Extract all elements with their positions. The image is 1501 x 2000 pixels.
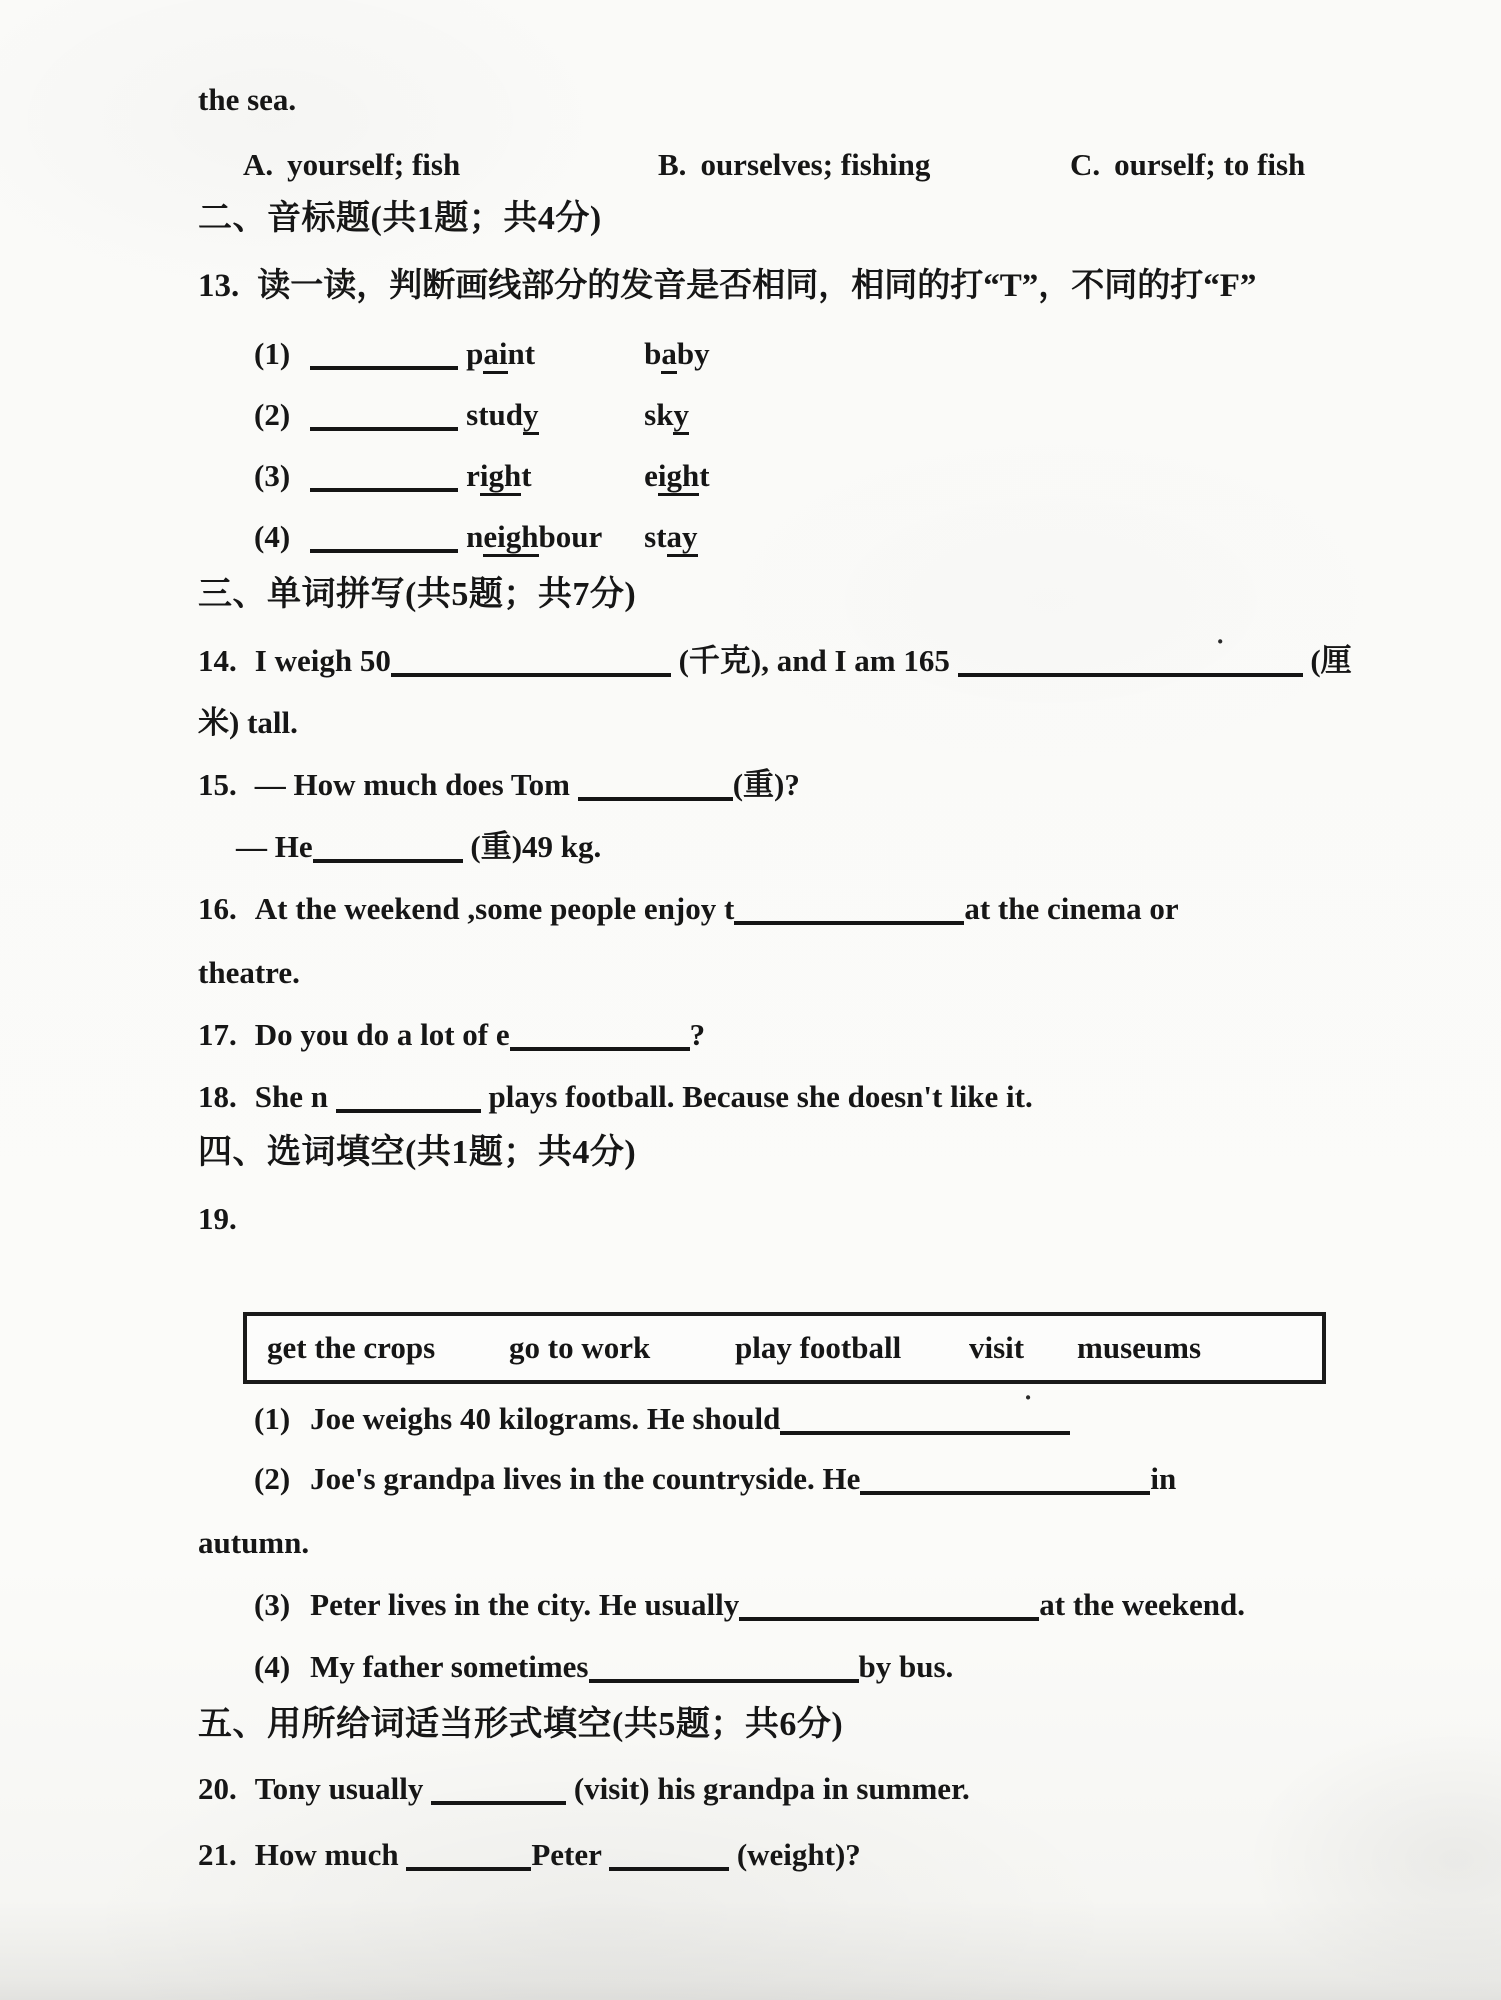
section4-heading [198,1130,636,1176]
q13-item-3-num: (3) [254,458,291,493]
option-b [658,142,930,188]
option-b-label: B. [658,147,687,182]
q20-text1: Tony usually [254,1771,424,1806]
q12-options-row [0,142,1501,188]
q14-number: 14. [198,643,237,678]
stray-ink-dot: · [1023,1383,1033,1412]
q13-item-4 [254,514,698,560]
q13-item-4-answer-blank[interactable] [310,521,458,553]
q19-item-1 [254,1383,1070,1442]
q13-item-3 [254,453,710,499]
word2-pre: sk [644,397,674,432]
section2-heading-text: 二、音标题(共1题；共4分) [198,200,602,237]
q13-item-1 [254,331,710,377]
option-c [1070,142,1305,188]
word1-underlined-letters: eigh [483,519,538,557]
q13-prompt-line [198,263,1256,309]
q19-item-1-blank[interactable] [780,1383,1070,1435]
q14-line1 [198,627,1352,684]
q21-blank-2[interactable] [609,1839,729,1871]
q19-item-3-text: Peter lives in the city. He usually [310,1587,740,1622]
word-bank-item-museums: museums [1077,1330,1202,1365]
q13-item-2 [254,392,689,438]
word1-pre: p [466,336,484,371]
word1-pre: r [466,458,480,493]
q18-number: 18. [198,1079,237,1114]
q14-text1: I weigh 50 [254,643,391,678]
section3-heading-text: 三、单词拼写(共5题；共7分) [198,576,637,613]
q19-item-4-tail: by bus. [858,1649,954,1684]
word2-underlined-letters: a [661,336,677,374]
option-a-label: A. [243,147,274,182]
q14-line2 [198,700,298,746]
q13-item-2-word2 [644,397,689,435]
q19-item-2-blank[interactable] [860,1463,1150,1495]
section3-heading [198,572,636,618]
q16-line1 [198,886,1179,932]
q19-word-bank-box [243,1312,1326,1384]
q19-item-3-num: (3) [254,1587,291,1622]
word1-pre: n [466,519,484,554]
option-a [243,142,460,188]
q19-item-4-num: (4) [254,1649,291,1684]
q20-text2: (visit) his grandpa in summer. [573,1771,970,1806]
word1-pre: stud [466,397,524,432]
q19-number-line [198,1196,237,1242]
section4-heading-text: 四、选词填空(共1题；共4分) [198,1134,637,1171]
option-a-text: yourself; fish [287,147,461,182]
word-bank-item-play-football: play football [735,1330,902,1365]
q13-item-2-word1 [466,392,644,438]
q13-item-3-word1 [466,453,644,499]
word1-underlined-letters: igh [480,458,521,496]
word1-post: bour [538,519,603,554]
word1-post: t [521,458,532,493]
q13-item-3-answer-blank[interactable] [310,460,458,492]
q16-number: 16. [198,891,237,926]
sentence-fragment [198,77,296,123]
q13-item-4-word1 [466,514,644,560]
q18-line [198,1074,1033,1120]
q17-text1: Do you do a lot of e [254,1017,510,1052]
q21-blank-1[interactable] [406,1839,531,1871]
q19-item-3 [254,1582,1245,1628]
option-b-text: ourselves; fishing [700,147,931,182]
q18-text1: She n [254,1079,328,1114]
q16-text2: at the cinema or [964,891,1179,926]
q19-item-4-blank[interactable] [589,1651,859,1683]
q15-question-text: — How much does Tom [254,767,570,802]
word1-underlined-letters: ai [483,336,507,374]
q19-item-1-num: (1) [254,1401,291,1436]
stray-ink-dot: · [1215,627,1225,656]
q14-blank-cm[interactable] [958,627,1303,677]
q21-line [198,1832,861,1878]
q19-item-2-tail: in [1150,1461,1177,1496]
q19-item-4-text: My father sometimes [310,1649,589,1684]
q15-number: 15. [198,767,237,802]
word2-pre: e [644,458,658,493]
q13-item-2-answer-blank[interactable] [310,399,458,431]
q13-item-1-word1 [466,331,644,377]
word2-underlined-letters: ay [667,519,698,557]
q15-question-tail: (重)? [732,767,800,802]
word2-post: by [676,336,710,371]
fragment-text: the sea. [198,82,297,117]
word1-underlined-letters: y [523,397,539,435]
q14-blank-kg[interactable] [391,645,671,677]
q13-item-1-word2 [644,336,710,374]
q15-answer-text: — He [236,829,313,864]
word1-post: nt [507,336,536,371]
q20-number: 20. [198,1771,237,1806]
q16-text1: At the weekend ,some people enjoy t [254,891,735,926]
q19-item-1-text: Joe weighs 40 kilograms. He should [310,1401,781,1436]
word2-underlined-letters: igh [658,458,699,496]
section5-heading-text: 五、用所给词适当形式填空(共5题；共6分) [198,1706,844,1743]
q19-item-3-tail: at the weekend. [1039,1587,1246,1622]
q14-continuation: 米) tall. [198,705,298,740]
word2-underlined-letters: y [673,397,689,435]
q21-text2: Peter [531,1837,602,1872]
q19-item-2-num: (2) [254,1461,291,1496]
q15-answer-blank[interactable] [313,831,463,863]
q13-item-1-answer-blank[interactable] [310,338,458,370]
q15-line1 [198,762,800,808]
word-bank-item-go-to-work: go to work [509,1330,651,1365]
q19-number: 19. [198,1201,237,1236]
word-bank-item-get-the-crops: get the crops [267,1330,436,1365]
q19-item-4 [254,1644,953,1690]
q14-text2: (千克), and I am 165 [678,643,950,678]
q16-line2 [198,950,300,996]
word-bank-item-visit: visit [969,1330,1025,1365]
q21-text1: How much [254,1837,399,1872]
q19-item-2 [254,1456,1176,1502]
q21-number: 21. [198,1837,237,1872]
word2-pre: st [644,519,667,554]
section2-heading [198,196,602,242]
q17-blank[interactable] [510,1019,690,1051]
q16-continuation: theatre. [198,955,300,990]
word2-post: t [699,458,710,493]
q13-item-1-num: (1) [254,336,291,371]
q19-item-2-text: Joe's grandpa lives in the countryside. He [310,1461,861,1496]
q16-blank[interactable] [734,893,964,925]
q13-item-4-num: (4) [254,519,291,554]
q13-number: 13. [198,268,240,304]
q15-question-blank[interactable] [578,769,733,801]
option-c-text: ourself; to fish [1114,147,1306,182]
q17-number: 17. [198,1017,237,1052]
q18-text2: plays football. Because she doesn't like it. [488,1079,1033,1114]
q20-blank[interactable] [431,1773,566,1805]
q19-item-3-blank[interactable] [739,1589,1039,1621]
q15-answer-tail: (重)49 kg. [470,829,602,864]
word2-pre: b [644,336,662,371]
q13-item-2-num: (2) [254,397,291,432]
q19-item-2-cont-text: autumn. [198,1525,310,1560]
section5-heading [198,1702,843,1748]
q13-item-4-word2 [644,519,697,557]
q15-line2 [236,824,601,870]
q21-text3: (weight)? [736,1837,861,1872]
q20-line [198,1766,970,1812]
q18-blank[interactable] [336,1081,481,1113]
q17-text2: ? [689,1017,706,1052]
q14-text3: (厘 [1310,643,1352,678]
q13-prompt: 读一读，判断画线部分的发音是否相同，相同的打“T”，不同的打“F” [257,268,1257,304]
q13-item-3-word2 [644,458,709,496]
option-c-label: C. [1070,147,1101,182]
q19-item-2-continuation [198,1520,309,1566]
q17-line [198,1012,705,1058]
